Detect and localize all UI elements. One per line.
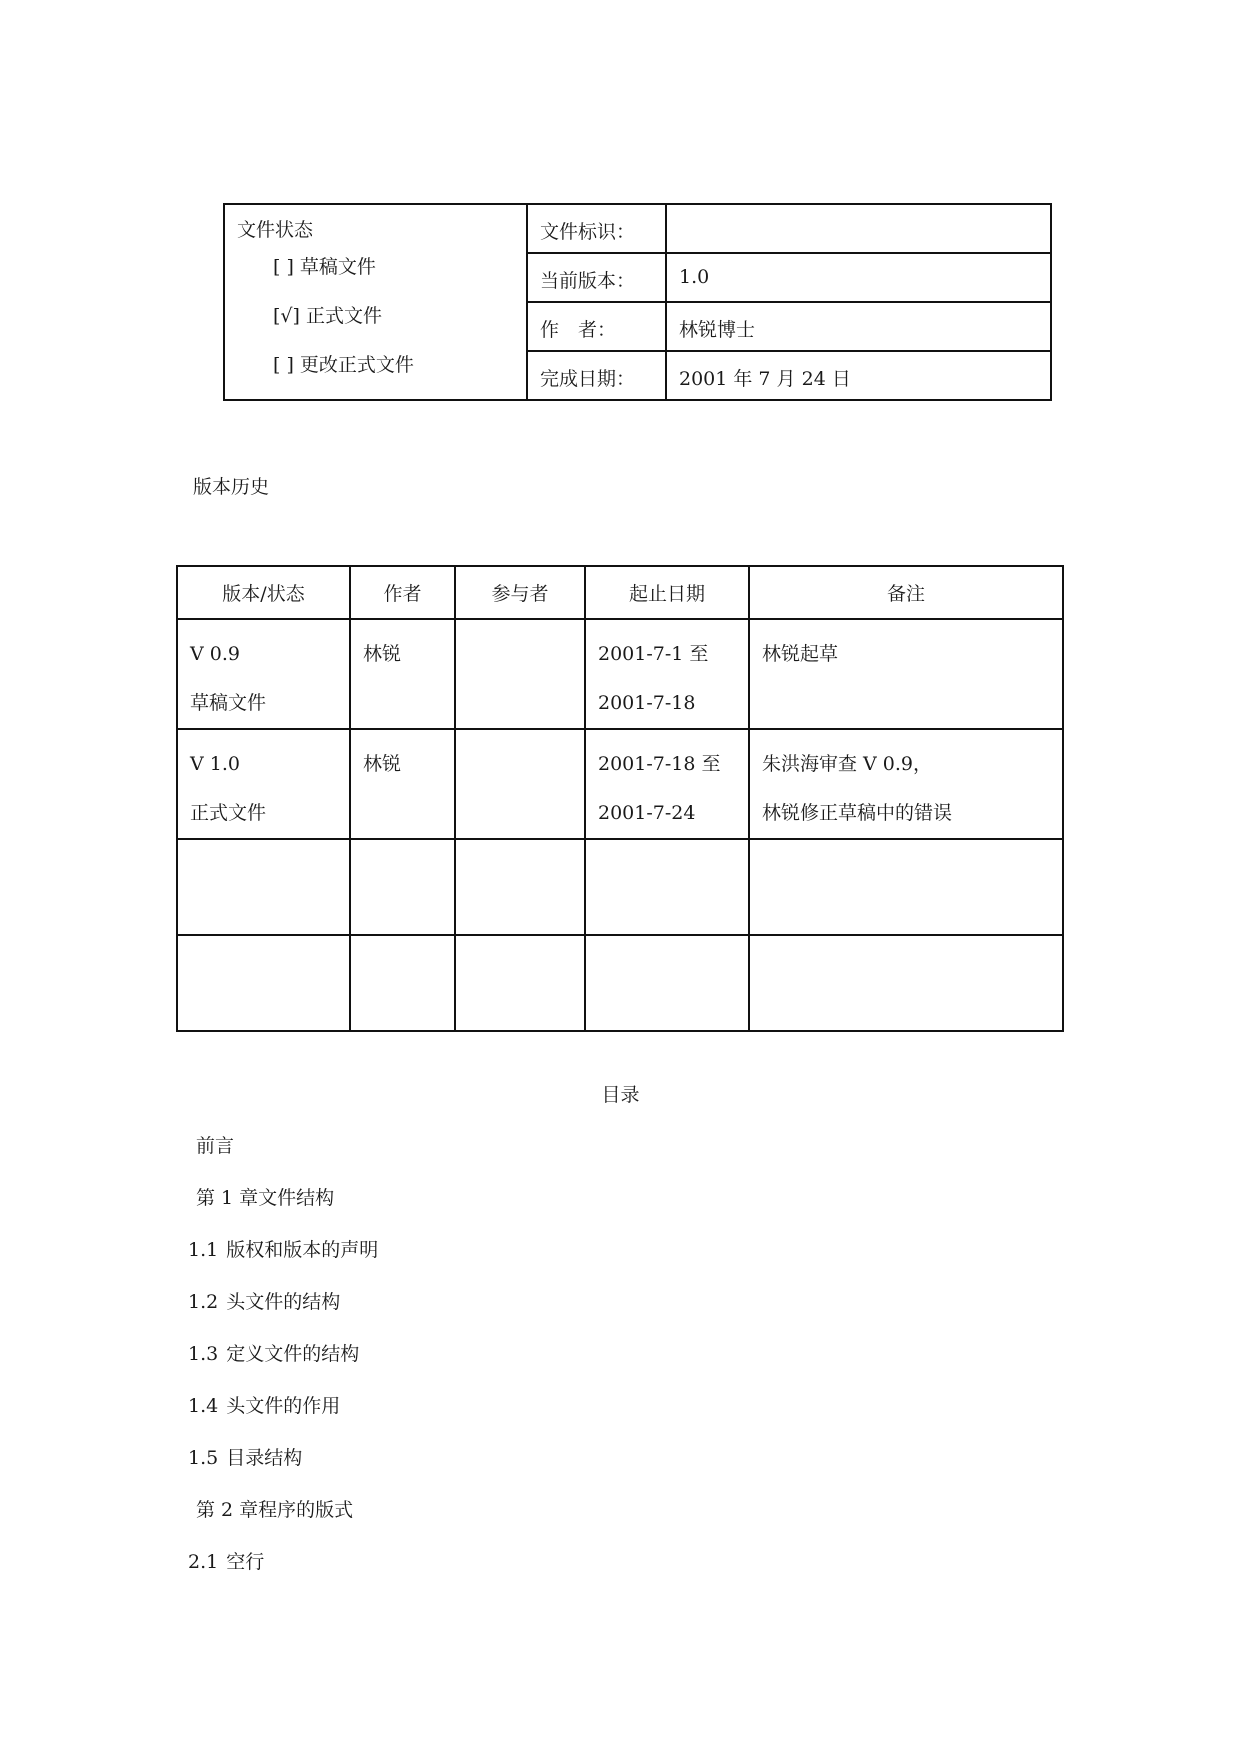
version-value: 1.0 xyxy=(666,253,1051,302)
dates-cell: 2001-7-1 至 2001-7-18 xyxy=(585,619,749,729)
notes-cell: 林锐起草 xyxy=(749,619,1063,729)
table-of-contents xyxy=(188,1128,378,1596)
participants-cell xyxy=(455,935,585,1031)
version-status-cell: V 1.0 正式文件 xyxy=(177,729,350,839)
header-version-status: 版本/状态 xyxy=(177,566,350,619)
participants-cell xyxy=(455,729,585,839)
notes-cell xyxy=(749,935,1063,1031)
header-author: 作者 xyxy=(350,566,455,619)
toc-item[interactable]: 2.1 空行 xyxy=(188,1551,265,1573)
toc-item[interactable]: 第 2 章程序的版式 xyxy=(196,1499,354,1521)
completion-date-label: 完成日期： xyxy=(527,351,666,400)
participants-cell xyxy=(455,839,585,935)
table-row xyxy=(177,935,1063,1031)
author-label: 作 者： xyxy=(527,302,666,351)
table-row xyxy=(177,839,1063,935)
author-cell: 林锐 xyxy=(350,729,455,839)
header-notes: 备注 xyxy=(749,566,1063,619)
document-info-table xyxy=(223,203,1052,401)
table-row xyxy=(177,619,1063,729)
author-cell: 林锐 xyxy=(350,619,455,729)
status-option-revised: [ ] 更改正式文件 xyxy=(273,354,414,376)
header-dates: 起止日期 xyxy=(585,566,749,619)
author-value: 林锐博士 xyxy=(666,302,1051,351)
toc-item[interactable]: 1.1 版权和版本的声明 xyxy=(188,1239,379,1261)
toc-item[interactable]: 1.5 目录结构 xyxy=(188,1447,303,1469)
toc-item[interactable]: 1.2 头文件的结构 xyxy=(188,1291,341,1313)
header-participants: 参与者 xyxy=(455,566,585,619)
dates-cell: 2001-7-18 至 2001-7-24 xyxy=(585,729,749,839)
document-status-title: 文件状态 xyxy=(237,219,314,241)
toc-item[interactable]: 前言 xyxy=(196,1135,235,1157)
table-row xyxy=(177,729,1063,839)
document-status-cell xyxy=(224,204,527,400)
notes-cell xyxy=(749,839,1063,935)
completion-date-value: 2001 年 7 月 24 日 xyxy=(666,351,1051,400)
toc-item[interactable]: 1.4 头文件的作用 xyxy=(188,1395,341,1417)
doc-id-label: 文件标识： xyxy=(527,204,666,253)
status-option-draft: [ ] 草稿文件 xyxy=(273,256,376,278)
version-history-table xyxy=(176,565,1064,1032)
dates-cell xyxy=(585,839,749,935)
toc-title: 目录 xyxy=(601,1084,640,1106)
toc-item[interactable]: 1.3 定义文件的结构 xyxy=(188,1343,360,1365)
doc-id-value xyxy=(666,204,1051,253)
version-status-cell xyxy=(177,935,350,1031)
dates-cell xyxy=(585,935,749,1031)
version-status-cell: V 0.9 草稿文件 xyxy=(177,619,350,729)
participants-cell xyxy=(455,619,585,729)
toc-item[interactable]: 第 1 章文件结构 xyxy=(196,1187,335,1209)
author-cell xyxy=(350,839,455,935)
history-header-row xyxy=(177,566,1063,619)
version-label: 当前版本： xyxy=(527,253,666,302)
notes-cell: 朱洪海审查 V 0.9， 林锐修正草稿中的错误 xyxy=(749,729,1063,839)
author-cell xyxy=(350,935,455,1031)
version-history-title: 版本历史 xyxy=(193,476,270,498)
version-status-cell xyxy=(177,839,350,935)
status-option-official: [√] 正式文件 xyxy=(273,305,382,327)
